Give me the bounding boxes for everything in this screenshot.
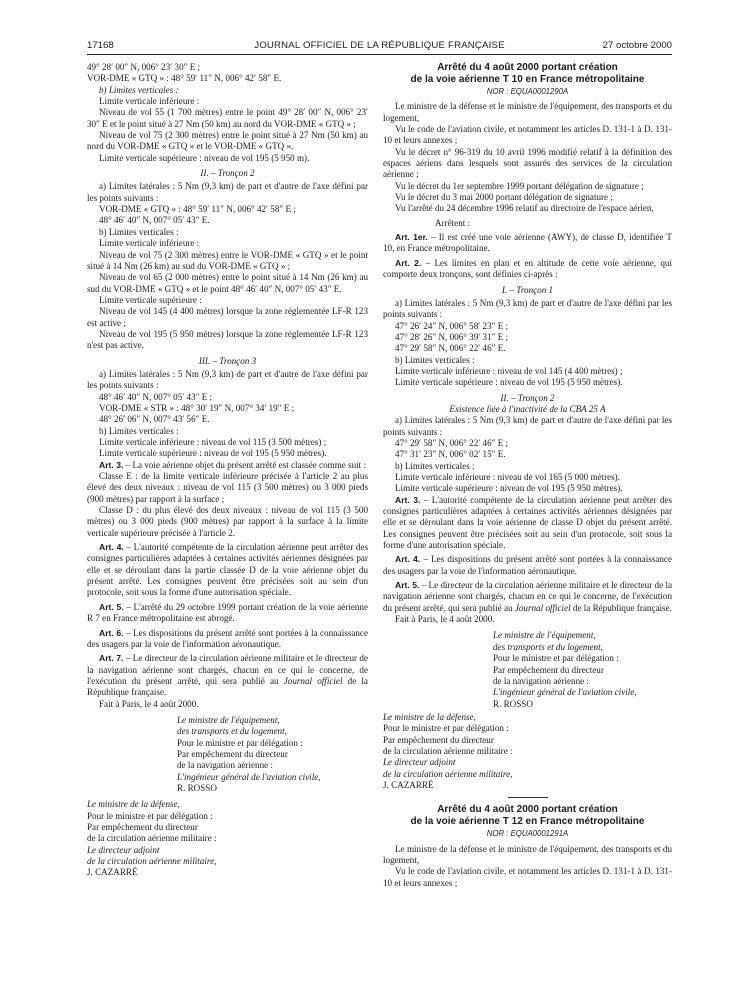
coordinate-line: 48° 26′ 06″ N, 007° 43′ 56″ E. [99,414,210,425]
paragraph: Limite verticale inférieure : niveau de vol 165 (5 000 mètres). [395,472,620,482]
decree-title: Arrêté du 4 août 2000 portant création de la voie aérienne T 10 en France métropolitaine [410,62,645,85]
signature-block: Le ministre de l'équipement, des transports et du logement, Pour le ministre et par délégation : Par empêchement du directeur de la navigation aérienne : L'ingénieur général de l'aviation civile, R. ROSSO [383,630,672,709]
page-number: 17168 [87,40,114,51]
article-label: Art. 4. [99,542,124,553]
decree-title: Arrêté du 4 août 2000 portant création de la voie aérienne T 12 en France métropolitaine [410,804,645,827]
paragraph: a) Limites latérales : 5 Nm (9,3 km) de part et d'autre de l'axe défini par les points suivants : [383,415,672,437]
subheading: b) Limites verticales : [395,354,475,365]
article-1: Art. 1er. – Il est créé une voie aérienne (AWY), de classe D, identifiée T 10, en France métropolitaine. [383,232,672,254]
article-3: Art. 3. – La voie aérienne objet du présent arrêté est classée comme suit : [99,459,367,470]
coordinate-line: 47° 28′ 26″ N, 006° 39′ 31″ E ; [395,331,509,342]
article-7: Art. 7. – Le directeur de la circulation aérienne militaire et le directeur de la navigation aérienne sont chargés, chacun en ce qui le concerne, de l'exécution du présent arrêté, qui sera publié au Journal officiel de la République française. [87,653,368,698]
article-label: Art. 2. [395,257,422,268]
article-6: Art. 6. – Les dispositions du présent arrêté sont portées à la connaissance des usagers par la voie de l'information aéronautique. [87,627,368,649]
paragraph: Vu le code de l'aviation civile, et notamment les articles D. 131-1 à D. 131-10 et leurs annexes ; [383,866,672,888]
paragraph: Limite verticale inférieure : niveau de vol 115 (3 500 mètres) ; [99,437,327,447]
paragraph: Limite verticale supérieure : [99,294,202,305]
article-label: Art. 3. [99,459,124,470]
article-3: Art. 3. – L'autorité compétente de la circulation aérienne peut arrêter des consignes particulières adaptées à certaines activités aériennes désignées par elle et se déroulant dans la voie aérienne de classe D objet du présent arrêté. Les consignes peuvent être précisées soit au sein d'un protocole, soit sous la forme d'une autorisation spéciale. [383,494,673,551]
nor-reference: NOR : EQUA0001291A [486,829,569,839]
paragraph: Limite verticale supérieure : niveau de vol 195 (5 950 mètres). [395,377,623,388]
article-4: Art. 4. – Les dispositions du présent arrêté sont portées à la connaissance des usagers par la voie de l'information aéronautique. [383,554,672,576]
coordinate-line: 49° 28′ 00″ N, 006° 23′ 30″ E ; [87,62,201,72]
article-label: Art. 3. [395,494,421,505]
coordinate-line: 48° 46′ 40″ N, 007° 05′ 43″ E ; [99,391,213,402]
coordinate-line: 47° 26′ 24″ N, 006° 58′ 23″ E ; [395,320,509,331]
paragraph: Niveau de vol 75 (2 300 mètres) entre le point situé à 27 Nm (50 km) au nord du VOR-DME « GTQ » et le VOR-DME « GTQ ». [87,130,368,152]
subheading: b) Limites verticales : [99,84,179,95]
paragraph: Limite verticale supérieure : niveau de vol 195 (5 950 mètres). [395,483,623,494]
article-label: Art. 5. [99,601,124,612]
section-heading: III. – Tronçon 3 [198,355,257,366]
article-label: Art. 4. [395,554,421,565]
right-column [383,62,672,889]
signature-date: Fait à Paris, le 4 août 2000. [395,614,495,625]
paragraph: Limite verticale supérieure : niveau de vol 195 (5 950 m). [99,152,310,163]
coordinate-line: 47° 29′ 58″ N, 006° 22′ 46″ E. [395,343,506,354]
paragraph: Limite verticale inférieure : [99,96,200,107]
subheading: b) Limites verticales : [395,460,475,471]
paragraph: a) Limites latérales : 5 Nm (9,3 km) de part et d'autre de l'axe défini par les points suivants : [87,181,368,203]
left-column [87,62,368,879]
signatory-name: R. ROSSO [493,698,533,709]
coordinate-line: VOR-DME « GTQ » : 48° 59′ 11″ N, 006° 42′ 58″ E ; [99,204,296,215]
paragraph: Vu le code de l'aviation civile, et notamment les articles D. 131-1 à D. 131-10 et leurs annexes ; [383,124,672,146]
article-5: Art. 5. – Le directeur de la circulation aérienne militaire et le directeur de la navigation aérienne sont chargés, chacun en ce qui le concerne, de l'exécution du présent arrêté, qui sera publié au Journal officiel de la République française. [383,580,673,613]
signature-block: Le ministre de la défense, Pour le ministre et par délégation : Par empêchement du directeur de la circulation aérienne militaire : Le directeur adjoint de la circulation aérienne militaire, J. CAZARRÉ [87,799,368,878]
coordinate-line: VOR-DME « STR » : 48° 30′ 19″ N, 007° 34′ 19″ E ; [99,402,295,413]
signature-block: Le ministre de l'équipement, des transports et du logement, Pour le ministre et par délégation : Par empêchement du directeur de la navigation aérienne : L'ingénieur général de l'aviation civile, R. ROSSO [87,715,368,794]
article-5: Art. 5. – L'arrêté du 29 octobre 1999 portant création de la voie aérienne R 7 en France métropolitaine est abrogé. [87,601,368,624]
signatory-name: J. CAZARRÉ [383,779,434,790]
issue-date: 27 octobre 2000 [602,40,672,51]
nor-reference: NOR : EQUA0001290A [486,87,569,96]
article-label: Art. 5. [395,580,420,591]
signatory-name: J. CAZARRÉ [87,867,138,878]
page-header [87,40,672,55]
signature-block: Le ministre de la défense, Pour le ministre et par délégation : Par empêchement du directeur de la circulation aérienne militaire : Le directeur adjoint de la circulation aérienne militaire, J. CAZARRÉ [383,712,672,791]
journal-title: JOURNAL OFFICIEL DE LA RÉPUBLIQUE FRANÇAISE [254,40,505,51]
coordinate-line: 48° 46′ 40″ N, 007° 05′ 43″ E. [99,215,210,226]
paragraph: a) Limites latérales : 5 Nm (9,3 km) de part et d'autre de l'axe défini par les points suivants : [87,368,368,391]
section-heading: II. – Tronçon 2 [200,168,255,179]
article-label: Art. 1er. [395,232,428,243]
paragraph: Niveau de vol 55 (1 700 mètres) entre le point 49° 28′ 00″ N, 006° 23′ 30″ E et le point situé à 27 Nm (50 km) au nord du VOR-DME « GTQ » ; [87,107,368,129]
arretent: Arrêtent : [435,217,471,228]
separator-rule [508,797,548,798]
paragraph: Classe D : du plus élevé des deux niveaux : niveau de vol 115 (3 500 mètres) ou 3 000 pieds (900 mètres) par rapport à la surface à la limite verticale supérieure précisée à l'article 2. [87,505,368,538]
paragraph: Niveau de vol 145 (4 400 mètres) lorsque la zone réglementée LF-R 123 est active ; [87,306,368,328]
subheading: b) Limites verticales : [99,226,179,237]
paragraph: Limite verticale supérieure : niveau de vol 195 (5 950 mètres). [99,448,327,459]
paragraph: Le ministre de la défense et le ministre de l'équipement, des transports et du logement, [383,843,672,865]
paragraph: Niveau de vol 195 (5 950 mètres) lorsque la zone réglementée LF-R 123 n'est pas active. [87,328,368,351]
article-label: Art. 7. [99,653,124,664]
section-heading: II. – Tronçon 2 [500,392,555,403]
article-4: Art. 4. – L'autorité compétente de la circulation aérienne peut arrêter des consignes particulières adaptées à certaines activités aériennes désignées par elle et se déroulant dans la partie classée D de la voie aérienne objet du présent arrêté. Les consignes peuvent être précisées soit au sein d'un protocole, soit sous la forme d'une autorisation spéciale. [87,542,368,598]
subheading: b) Limites verticales : [99,425,179,436]
paragraph: Vu le décret du 3 mai 2000 portant délégation de signature ; [395,192,613,203]
section-subheading: Existence liée à l'inactivité de la CBA 25 A [449,403,606,414]
paragraph: Niveau de vol 65 (2 000 mètres) entre le point situé à 14 Nm (26 km) au sud du VOR-DME « GTQ » et le point 48° 46′ 40″ N, 007° 05′ 43″ E. [87,272,368,294]
coordinate-line: 47° 29′ 58″ N, 006° 22′ 46″ E ; [395,437,509,448]
paragraph: a) Limites latérales : 5 Nm (9,3 km) de part et d'autre de l'axe défini par les points suivants : [383,297,672,320]
paragraph: Limite verticale inférieure : niveau de vol 145 (4 400 mètres) ; [395,365,623,376]
article-label: Art. 6. [99,627,124,638]
coordinate-line: VOR-DME « GTQ » : 48° 59′ 11″ N, 006° 42′ 58″ E. [87,73,282,84]
paragraph: Vu le décret du 1er septembre 1999 portant délégation de signature ; [395,180,644,191]
paragraph: Niveau de vol 75 (2 300 mètres) entre le VOR-DME « GTQ » et le point situé à 14 Nm (26 km) au sud du VOR-DME « GTQ » ; [87,249,368,271]
paragraph: Le ministre de la défense et le ministre de l'équipement, des transports et du logement, [383,101,672,123]
paragraph: Classe E : de la limite verticale inférieure précisée à l'article 2 au plus élevé des deux niveaux : niveau de vol 115 (3 500 mètres) ou 3 000 pieds (900 mètres) par rapport à la surface ; [87,471,368,504]
signature-date: Fait à Paris, le 4 août 2000. [99,698,199,709]
paragraph: Vu l'arrêté du 24 décembre 1996 relatif au directoire de l'espace aérien, [395,203,654,214]
coordinate-line: 47° 31′ 23″ N, 006° 02′ 15″ E. [395,449,506,460]
article-2: Art. 2. – Les limites en plan et en altitude de cette voie aérienne, qui comporte deux tronçons, sont définies ci-après : [383,257,673,280]
paragraph: Limite verticale inférieure : [99,238,200,249]
signatory-name: R. ROSSO [177,782,217,793]
section-heading: I. – Tronçon 1 [501,284,554,295]
paragraph: Vu le décret n° 96-319 du 10 avril 1996 modifié relatif à la définition des espaces aériens dans lesquels sont assurés des services de la circulation aérienne ; [383,146,672,180]
